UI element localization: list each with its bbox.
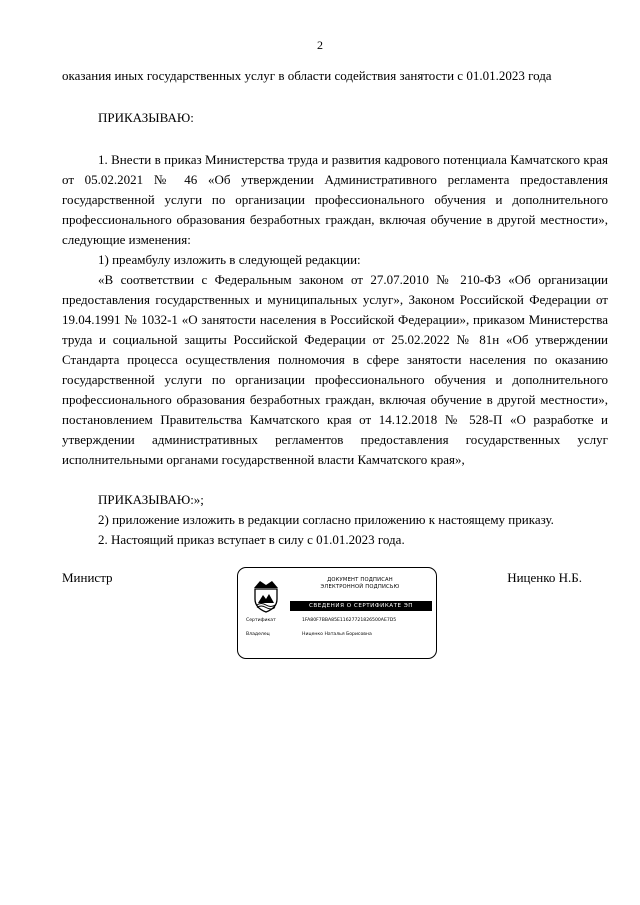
order-heading-1: ПРИКАЗЫВАЮ: <box>98 110 194 125</box>
certificate-value: 1FA80F7BBA85E11627721826500AE7D5 <box>302 618 397 623</box>
paragraph-item-2: 2. Настоящий приказ вступает в силу с 01.01.2023 года. <box>98 532 405 547</box>
stamp-title-line2: ЭЛЕКТРОННОЙ ПОДПИСЬЮ <box>320 584 400 590</box>
paragraph-continuation-line1 <box>62 66 608 86</box>
owner-value: Ниценко Наталья Борисовна <box>302 632 372 637</box>
certificate-label: Сертификат <box>246 618 276 623</box>
electronic-signature-stamp <box>237 567 437 659</box>
page-number: 2 <box>317 38 323 52</box>
stamp-title <box>290 577 430 591</box>
document-body <box>62 66 608 550</box>
coat-of-arms-icon <box>246 574 286 614</box>
continuation-text: оказания иных государственных услуг в области содействия занятости с 01.01.2023 года <box>62 68 552 83</box>
paragraph-item-1: 1. Внести в приказ Министерства труда и развития кадрового потенциала Камчатского края от 05.02.2021 № 46 «Об утверждении Административного регламента предоставления государственной услуги по организации профессионального обучения и дополнительного профессионального образования безработных граждан, включая обучение в другой местности», следующие изменения: <box>62 152 608 247</box>
signatory-position: Министр <box>62 570 113 585</box>
stamp-title-line1: ДОКУМЕНТ ПОДПИСАН <box>327 577 393 583</box>
stamp-certificate-header: СВЕДЕНИЯ О СЕРТИФИКАТЕ ЭП <box>290 601 432 611</box>
paragraph-sub-2: 2) приложение изложить в редакции согласно приложению к настоящему приказу. <box>98 512 554 527</box>
owner-label: Владелец <box>246 632 270 637</box>
signatory-name: Ниценко Н.Б. <box>507 570 582 585</box>
paragraph-preamble: «В соответствии с Федеральным законом от 27.07.2010 № 210-ФЗ «Об организации предоставления государственных и муниципальных услуг», Законом Российской Федерации от 19.04.1991 № 1032-1 «О занятости населения в Российской Федерации», приказом Министерства труда и социальной защиты Российской Федерации от 25.02.2022 № 81н «Об утверждении Стандарта процесса осуществления полномочия в сфере занятости населения по оказанию государственной услуги по организации профессионального обучения и дополнительного профессионального образования безработных граждан, включая обучение в другой местности», постановлением Правительства Камчатского края от 14.12.2018 № 528-П «О разработке и утверждении административных регламентов предоставления государственных услуг исполнительными органами государственной власти Камчатского края», <box>62 272 608 467</box>
order-heading-2: ПРИКАЗЫВАЮ:»; <box>98 492 204 507</box>
paragraph-sub-1: 1) преамбулу изложить в следующей редакции: <box>98 252 361 267</box>
